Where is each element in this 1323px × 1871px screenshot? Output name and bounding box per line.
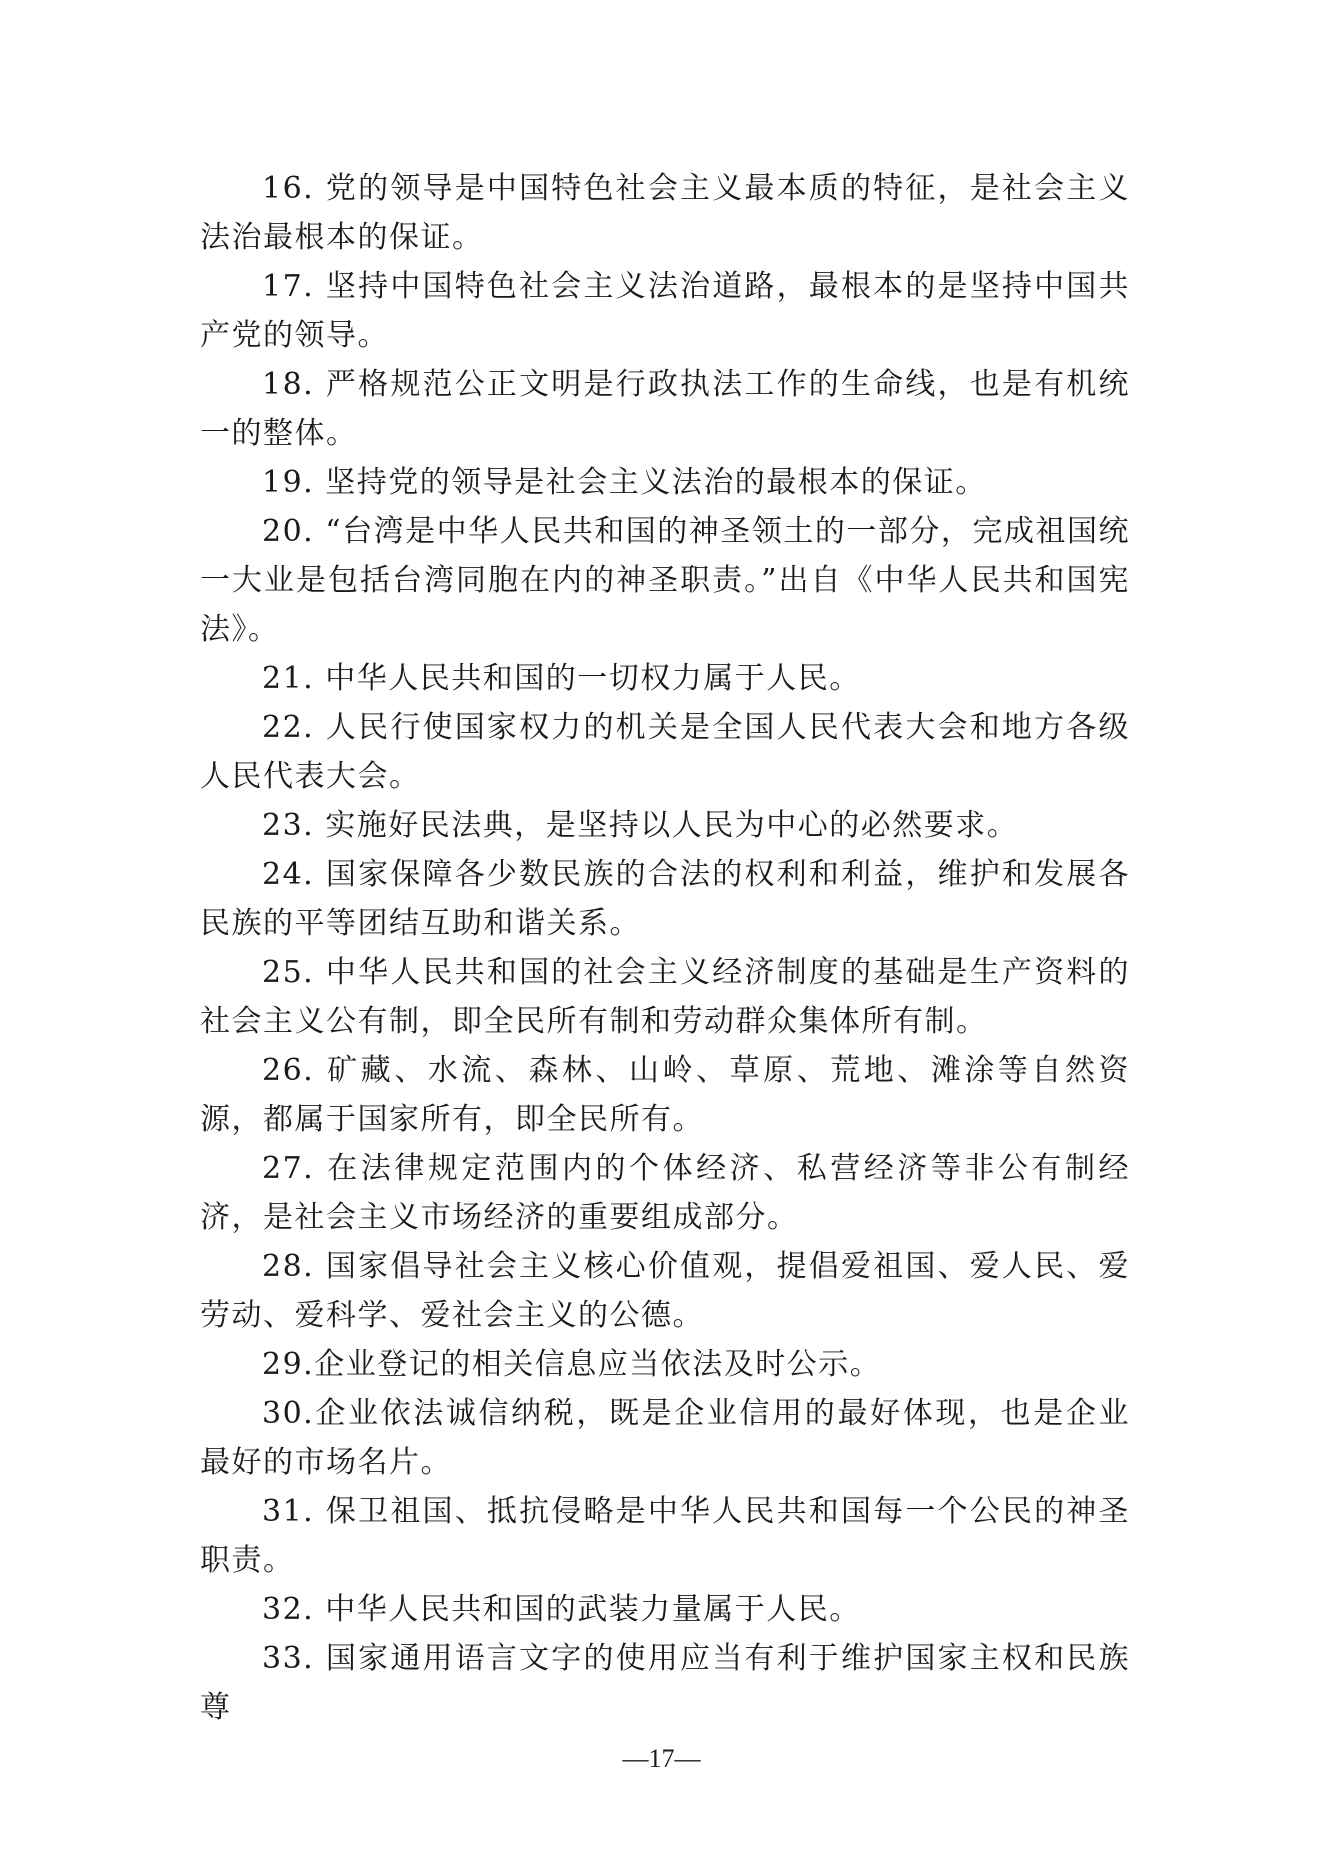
list-item-25: 25. 中华人民共和国的社会主义经济制度的基础是生产资料的社会主义公有制，即全民所有制和劳动群众集体所有制。 bbox=[200, 955, 1130, 1039]
list-item-31: 31. 保卫祖国、抵抗侵略是中华人民共和国每一个公民的神圣职责。 bbox=[200, 1494, 1130, 1578]
list-item-19: 19. 坚持党的领导是社会主义法治的最根本的保证。 bbox=[262, 465, 987, 500]
list-item-17: 17. 坚持中国特色社会主义法治道路，最根本的是坚持中国共产党的领导。 bbox=[200, 269, 1130, 353]
list-item-33: 33. 国家通用语言文字的使用应当有利于维护国家主权和民族尊 bbox=[200, 1641, 1130, 1725]
list-item-18: 18. 严格规范公正文明是行政执法工作的生命线，也是有机统一的整体。 bbox=[200, 367, 1130, 451]
list-item-26: 26. 矿藏、水流、森林、山岭、草原、荒地、滩涂等自然资源，都属于国家所有，即全民所有。 bbox=[200, 1053, 1130, 1137]
list-item-20: 20. “台湾是中华人民共和国的神圣领土的一部分，完成祖国统一大业是包括台湾同胞在内的神圣职责。”出自《中华人民共和国宪法》。 bbox=[200, 514, 1130, 647]
list-item-30: 30.企业依法诚信纳税，既是企业信用的最好体现，也是企业最好的市场名片。 bbox=[200, 1396, 1130, 1480]
list-item-27: 27. 在法律规定范围内的个体经济、私营经济等非公有制经济，是社会主义市场经济的重要组成部分。 bbox=[200, 1151, 1130, 1235]
list-item-23: 23. 实施好民法典，是坚持以人民为中心的必然要求。 bbox=[262, 808, 1019, 843]
page-number: —17— bbox=[622, 1744, 701, 1773]
list-item-22: 22. 人民行使国家权力的机关是全国人民代表大会和地方各级人民代表大会。 bbox=[200, 710, 1130, 794]
list-item-16: 16. 党的领导是中国特色社会主义最本质的特征，是社会主义法治最根本的保证。 bbox=[200, 171, 1130, 255]
list-item-28: 28. 国家倡导社会主义核心价值观，提倡爱祖国、爱人民、爱劳动、爱科学、爱社会主义的公德。 bbox=[200, 1249, 1130, 1333]
body-text bbox=[200, 164, 1130, 1732]
list-item-32: 32. 中华人民共和国的武装力量属于人民。 bbox=[262, 1592, 861, 1627]
list-item-29: 29.企业登记的相关信息应当依法及时公示。 bbox=[262, 1347, 882, 1382]
list-item-21: 21. 中华人民共和国的一切权力属于人民。 bbox=[262, 661, 861, 696]
list-item-24: 24. 国家保障各少数民族的合法的权利和利益，维护和发展各民族的平等团结互助和谐关系。 bbox=[200, 857, 1130, 941]
